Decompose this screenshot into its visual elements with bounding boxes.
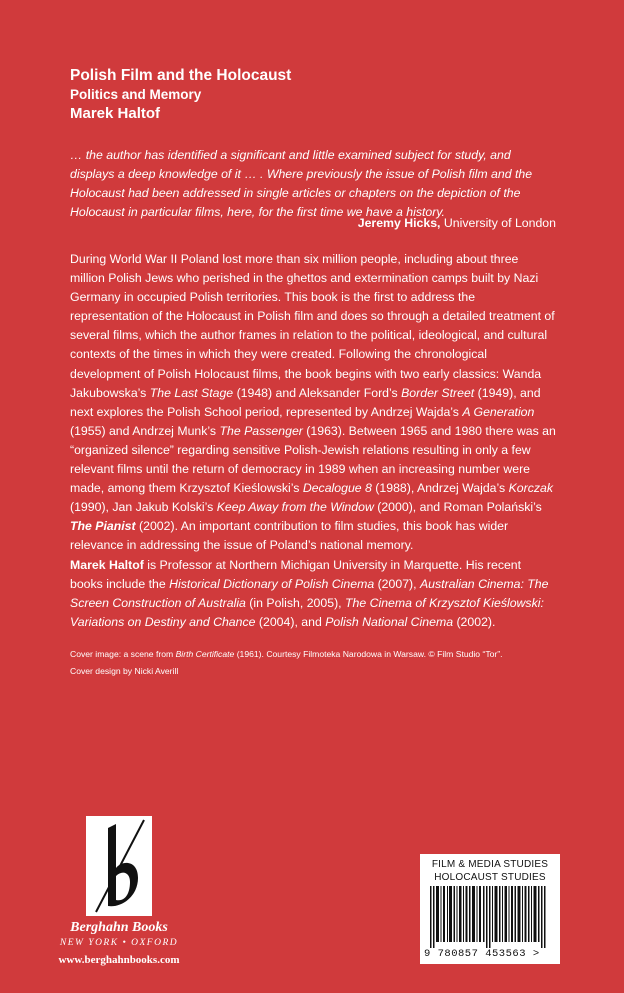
- review-attribution: [358, 214, 556, 233]
- film-title: Korczak: [508, 481, 554, 496]
- publisher-url[interactable]: www.berghahnbooks.com: [58, 954, 180, 966]
- film-title: The Passenger: [219, 423, 303, 438]
- berghahn-logo-icon: [86, 816, 152, 916]
- reviewer-affiliation: University of London: [440, 216, 556, 230]
- bio-text: (2004), and: [255, 615, 326, 630]
- description-text: (1949), and next explores the Polish School period, represented by Andrzej Wajda’s: [70, 385, 541, 419]
- isbn-digits: 9 780857 453563 >: [424, 948, 540, 960]
- description-text: During World War II Poland lost more than six million people, including about three million Polish Jews who perished in the ghettos and extermination camps built by Nazi Germany in occupied Polish territories. This book is the first to address the representation of the Holocaust in Polish film and does so through a detailed treatment of several films, which the author frames in relation to the political, ideological, and cultural contexts of the times in which they were created. Following the chronological development of Polish Holocaust films, the book begins with two early classics: Wanda Jakubowska’s: [70, 252, 555, 400]
- book-header: [70, 66, 570, 123]
- cover-credits: [70, 646, 570, 680]
- author-bio: [70, 556, 556, 632]
- book-ref: Polish National Cinema: [325, 615, 454, 630]
- publisher-name: Berghahn Books: [70, 920, 168, 935]
- description-text: (2002). An important contribution to film studies, this book has wider relevance in addressing the issue of Poland’s national memory.: [70, 519, 509, 553]
- reviewer-name: Jeremy Hicks,: [357, 216, 441, 230]
- design-credit: Cover design by Nicki Averill: [70, 666, 179, 676]
- credit-film-title: Birth Certificate: [175, 649, 235, 659]
- publisher-cities: NEW YORK • OXFORD: [59, 938, 179, 948]
- film-title: Keep Away from the Window: [216, 500, 374, 515]
- bio-text: is Professor at Northern Michigan University in Marquette. His recent books include the: [70, 558, 522, 592]
- film-title: Border Street: [401, 385, 475, 400]
- book-subtitle: Politics and Memory: [70, 87, 202, 102]
- film-title: The Pianist: [70, 519, 136, 534]
- book-ref: Australian Cinema: The Screen Construction of Australia: [70, 577, 549, 611]
- book-ref: The Cinema of Krzysztof Kieślowski: Variations on Destiny and Chance: [70, 596, 544, 630]
- description-text: (1963). Between 1965 and 1980 there was an “organized silence” regarding sensitive Polish-Jewish relations resulting in only a few relevant films until the return of democracy in 1989 when an increasing number were made, among them Krzysztof Kieślowski’s: [70, 423, 556, 496]
- description-text: (1955) and Andrzej Munk’s: [70, 423, 220, 438]
- book-ref: Historical Dictionary of Polish Cinema: [169, 577, 375, 592]
- description-text: (2000), and Roman Polański’s: [373, 500, 542, 515]
- barcode-panel: [420, 854, 560, 964]
- bio-text: (in Polish, 2005),: [245, 596, 345, 611]
- film-title: A Generation: [462, 404, 535, 419]
- book-title: Polish Film and the Holocaust: [70, 67, 292, 84]
- film-title: The Last Stage: [149, 385, 234, 400]
- description-text: (1948) and Aleksander Ford’s: [233, 385, 402, 400]
- credit-text: (1961). Courtesy Filmoteka Narodowa in Warsaw. © Film Studio “Tor”.: [234, 649, 503, 659]
- book-author: Marek Haltof: [70, 105, 161, 122]
- subject-category: FILM & MEDIA STUDIES: [431, 859, 549, 870]
- credit-text: Cover image: a scene from: [70, 649, 176, 659]
- barcode-icon: [428, 886, 552, 948]
- subject-category: HOLOCAUST STUDIES: [434, 872, 546, 883]
- bio-text: (2002).: [453, 615, 496, 630]
- description-text: (1988), Andrzej Wajda’s: [371, 481, 509, 496]
- author-name: Marek Haltof: [70, 558, 144, 572]
- description-text: (1990), Jan Jakub Kolski’s: [70, 500, 217, 515]
- review-quote: … the author has identified a significant and little examined subject for study, and displays a deep knowledge of it … . Where previously the issue of Polish film and the Holocaust had been addressed in single articles or chapters on the depiction of the Holocaust in particular films, here, for the first time we have a history.: [70, 148, 533, 219]
- book-description: [70, 250, 556, 556]
- bio-text: (2007),: [374, 577, 420, 592]
- film-title: Decalogue 8: [302, 481, 372, 496]
